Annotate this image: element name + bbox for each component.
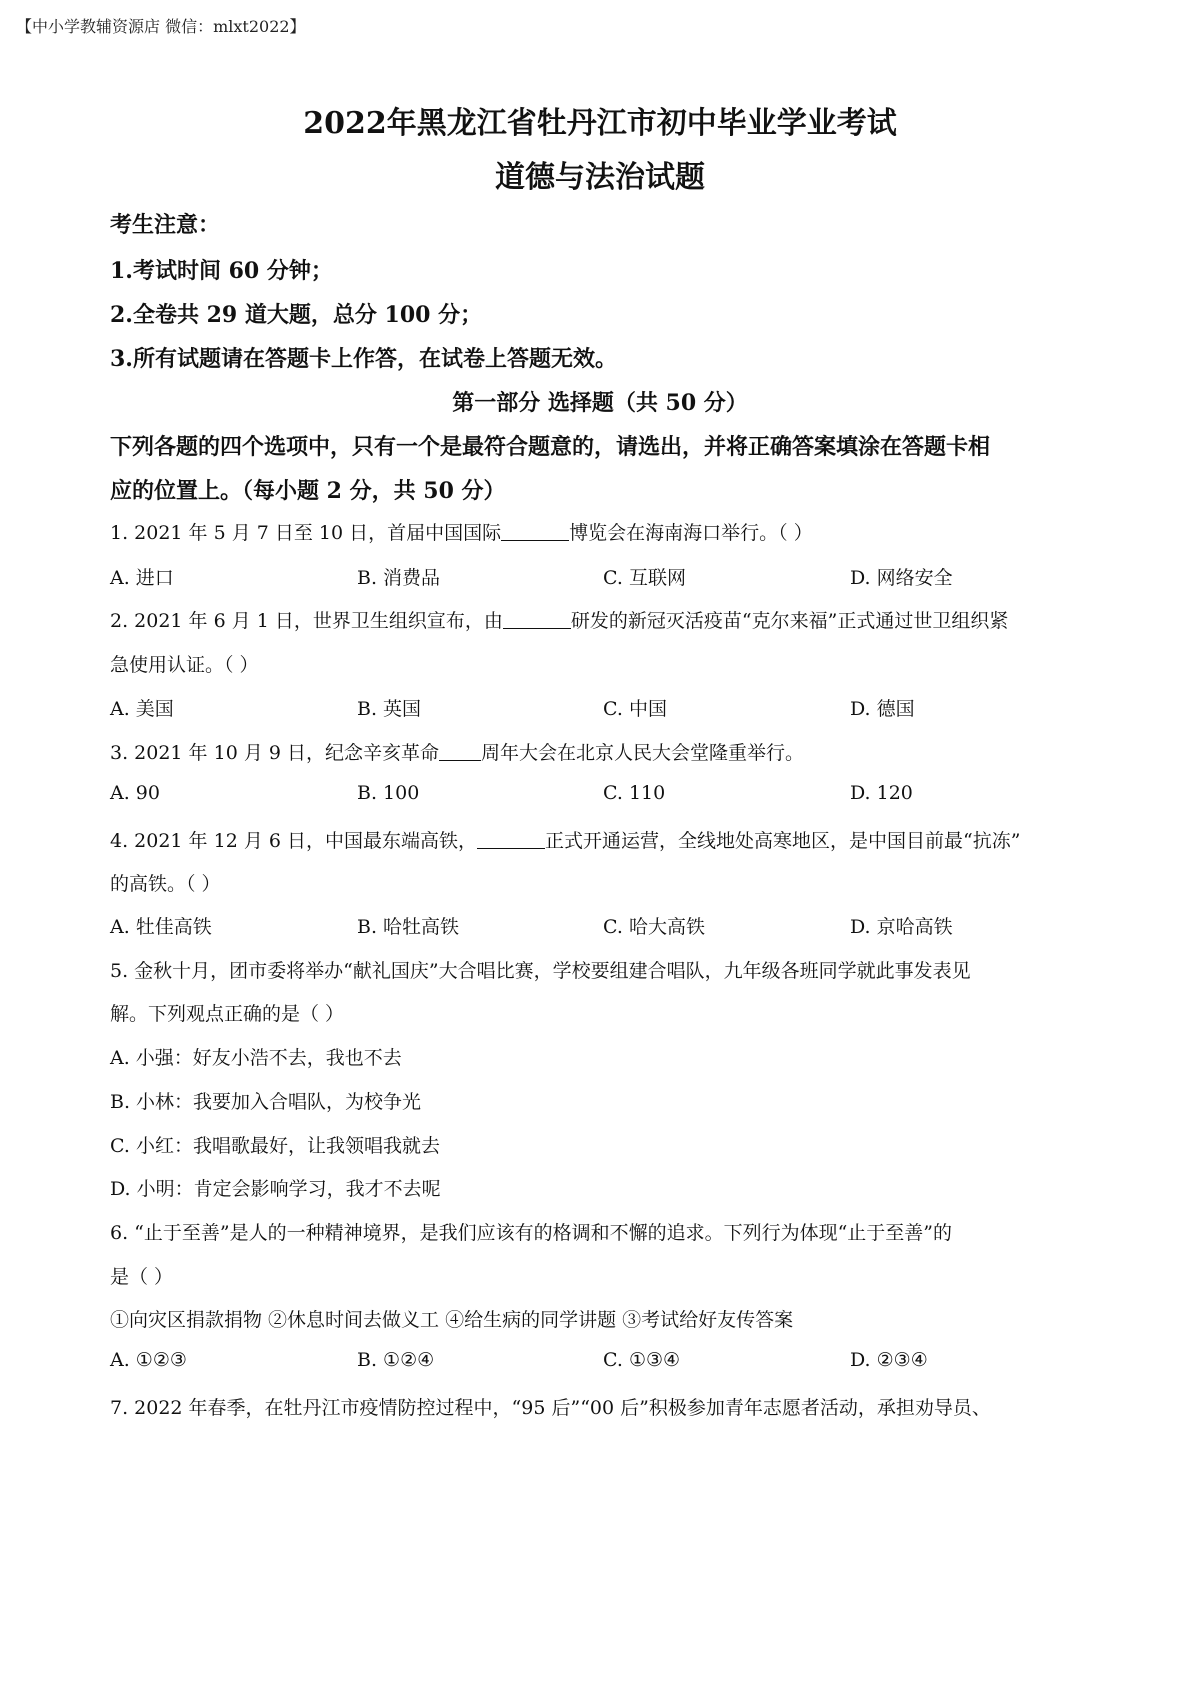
- question-1-stem: 1. 2021 年 5 月 7 日至 10 日，首届中国国际 博览会在海南海口举行。（ ）: [110, 522, 813, 544]
- q6-option-d: D. ②③④: [850, 1349, 928, 1371]
- q2-option-d: D. 德国: [850, 698, 915, 720]
- q4-option-a: A. 牡佳高铁: [110, 916, 212, 938]
- q3-option-a: A. 90: [110, 782, 160, 804]
- watermark-header: 【中小学教辅资源店 微信：mlxt2022】: [16, 17, 306, 36]
- q1-option-a: A. 进口: [110, 567, 174, 589]
- q6-option-a: A. ①②③: [110, 1349, 187, 1371]
- question-5-stem: 5. 金秋十月，团市委将举办“献礼国庆”大合唱比赛，学校要组建合唱队，九年级各班同学就此事发表见: [110, 960, 971, 982]
- question-2-stem-line2: 急使用认证。（ ）: [110, 654, 259, 676]
- q2-option-a: A. 美国: [110, 698, 174, 720]
- q1-option-c: C. 互联网: [603, 567, 686, 589]
- q5-option-d: D. 小明：肯定会影响学习，我才不去呢: [110, 1178, 441, 1200]
- answer-blank: [503, 609, 571, 629]
- question-6-stem-line2: 是（ ）: [110, 1266, 174, 1288]
- q5-option-c: C. 小红：我唱歌最好，让我领唱我就去: [110, 1135, 440, 1157]
- notice-heading: 考生注意：: [110, 212, 221, 238]
- notice-item-1: 1.考试时间 60 分钟；: [110, 258, 333, 284]
- part1-heading: 第一部分 选择题（共 50 分）: [452, 390, 748, 416]
- answer-blank: [439, 741, 481, 761]
- answer-blank: [477, 829, 545, 849]
- question-2-stem: 2. 2021 年 6 月 1 日，世界卫生组织宣布，由 研发的新冠灭活疫苗“克尔来福”正式通过世卫组织紧: [110, 610, 1009, 632]
- q4-option-d: D. 京哈高铁: [850, 916, 953, 938]
- q3-option-c: C. 110: [603, 782, 666, 804]
- q1-option-d: D. 网络安全: [850, 567, 953, 589]
- question-6-statements: ①向灾区捐款捐物 ②休息时间去做义工 ④给生病的同学讲题 ③考试给好友传答案: [110, 1309, 794, 1331]
- notice-item-3: 3.所有试题请在答题卡上作答，在试卷上答题无效。: [110, 346, 617, 372]
- answer-blank: [501, 521, 569, 541]
- q5-option-a: A. 小强：好友小浩不去，我也不去: [110, 1047, 402, 1069]
- exam-subtitle: 道德与法治试题: [495, 160, 705, 195]
- question-7-stem: 7. 2022 年春季，在牡丹江市疫情防控过程中，“95 后”“00 后”积极参加青年志愿者活动，承担劝导员、: [110, 1397, 991, 1419]
- question-4-stem-line2: 的高铁。（ ）: [110, 873, 221, 895]
- q2-option-b: B. 英国: [357, 698, 422, 720]
- q2-option-c: C. 中国: [603, 698, 667, 720]
- notice-item-2: 2.全卷共 29 道大题，总分 100 分；: [110, 302, 483, 328]
- q5-option-b: B. 小林：我要加入合唱队，为校争光: [110, 1091, 422, 1113]
- part1-instruction-line1: 下列各题的四个选项中，只有一个是最符合题意的，请选出，并将正确答案填涂在答题卡相: [110, 434, 991, 460]
- q3-option-b: B. 100: [357, 782, 420, 804]
- q6-option-b: B. ①②④: [357, 1349, 435, 1371]
- q6-option-c: C. ①③④: [603, 1349, 681, 1371]
- q3-option-d: D. 120: [850, 782, 913, 804]
- q1-option-b: B. 消费品: [357, 567, 441, 589]
- question-6-stem: 6. “止于至善”是人的一种精神境界，是我们应该有的格调和不懈的追求。下列行为体现“止于至善”的: [110, 1222, 953, 1244]
- question-4-stem: 4. 2021 年 12 月 6 日，中国最东端高铁， 正式开通运营，全线地处高寒地区，是中国目前最“抗冻”: [110, 830, 1021, 852]
- question-5-stem-line2: 解。下列观点正确的是（ ）: [110, 1003, 345, 1025]
- exam-title: 2022年黑龙江省牡丹江市初中毕业学业考试: [303, 106, 897, 141]
- part1-instruction-line2: 应的位置上。（每小题 2 分，共 50 分）: [110, 478, 506, 504]
- q4-option-c: C. 哈大高铁: [603, 916, 705, 938]
- question-3-stem: 3. 2021 年 10 月 9 日，纪念辛亥革命 周年大会在北京人民大会堂隆重举行。: [110, 742, 805, 764]
- q4-option-b: B. 哈牡高铁: [357, 916, 460, 938]
